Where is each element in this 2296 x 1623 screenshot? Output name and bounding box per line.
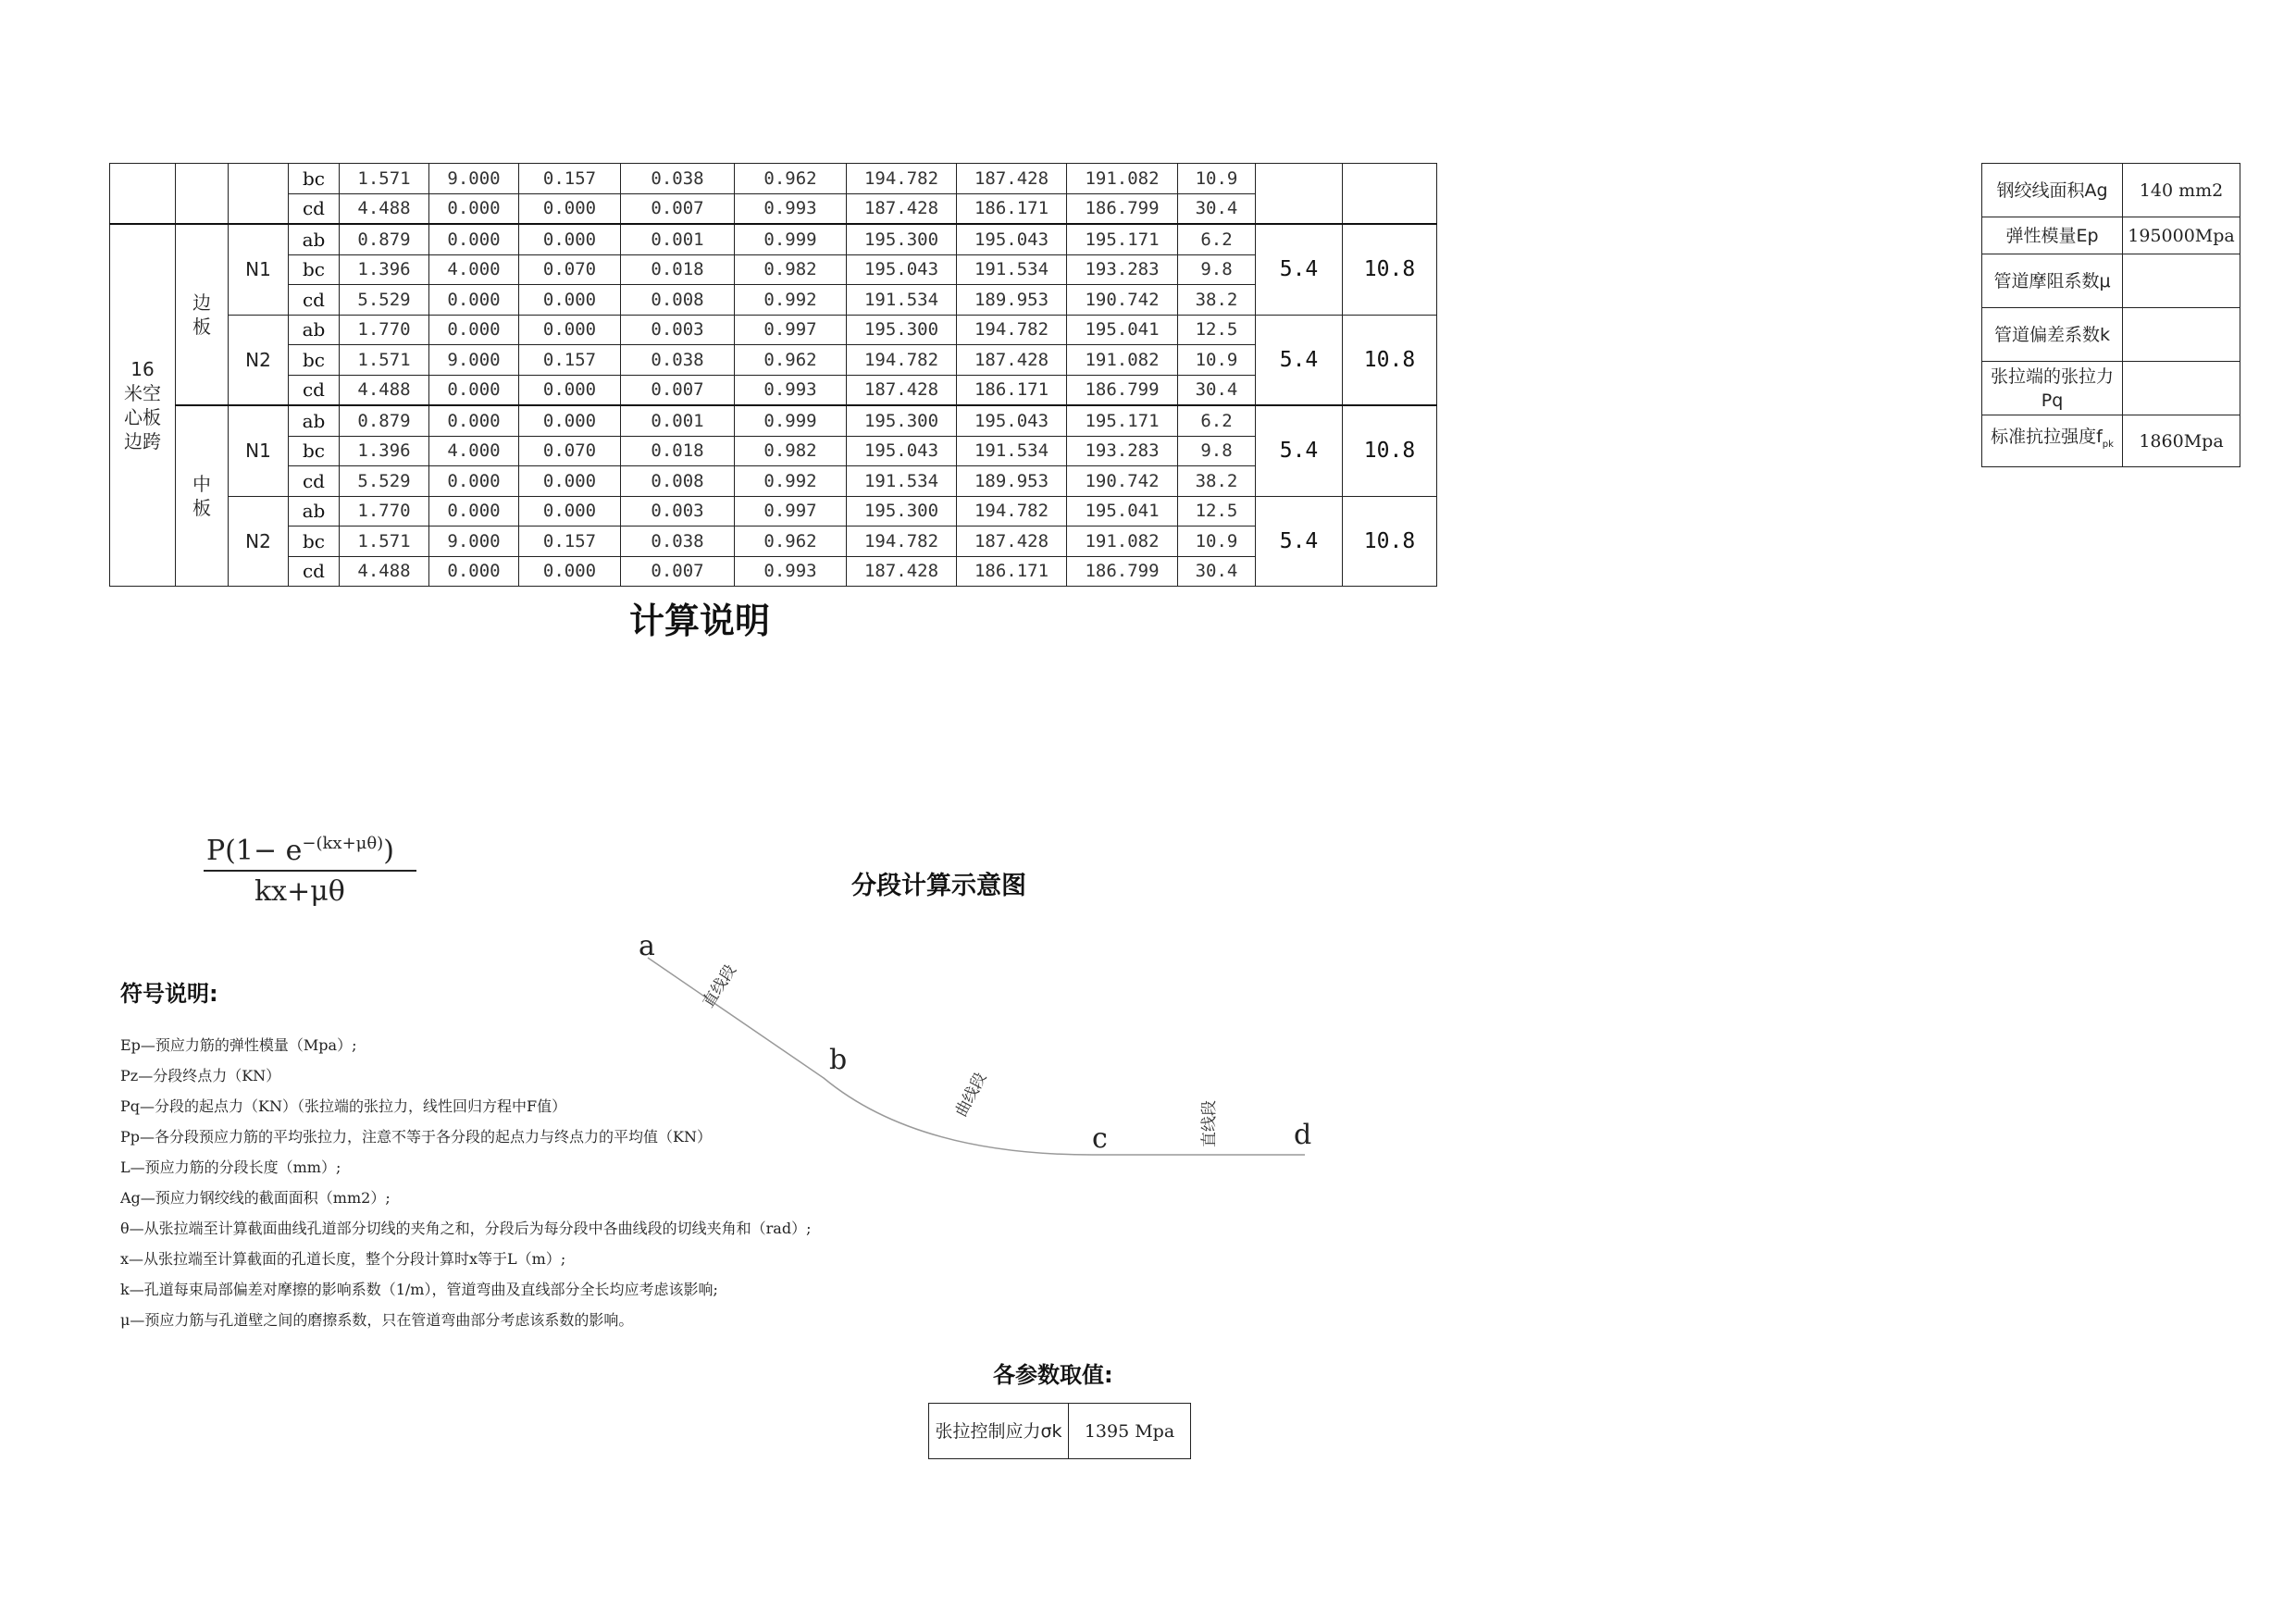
value-cell: 6.2 (1178, 405, 1256, 436)
param-row (1982, 254, 2240, 308)
param-label-text: 管道摩阻系数μ (1993, 270, 2111, 291)
symbol-item: μ—预应力筋与孔道壁之间的磨擦系数，只在管道弯曲部分考虑该系数的影响。 (120, 1311, 634, 1329)
value-cell: 1.770 (340, 496, 429, 527)
param-row (1982, 362, 2240, 415)
formula-numerator-close: ) (383, 835, 394, 867)
formula-denominator: kx+μθ (254, 875, 345, 908)
value-cell: 189.953 (957, 466, 1067, 497)
value-cell: 9.000 (429, 164, 519, 194)
value-cell: 0.038 (621, 345, 735, 376)
value-cell: 0.018 (621, 436, 735, 466)
segment-cell: cd (289, 466, 340, 497)
params-title: 各参数取值: (993, 1362, 1113, 1388)
value-cell: 187.428 (957, 527, 1067, 557)
calc-title: 计算说明 (629, 601, 771, 641)
diagram-title: 分段计算示意图 (851, 872, 1026, 900)
value-cell: 0.992 (735, 285, 847, 316)
point-d: d (1294, 1119, 1312, 1151)
symbol-item: Pq—分段的起点力（KN）（张拉端的张拉力，线性回归方程中F值） (120, 1097, 567, 1115)
value-cell: 0.879 (340, 224, 429, 254)
param-label-text: 钢绞线面积Ag (1996, 180, 2108, 201)
value-cell: 5.529 (340, 466, 429, 497)
control-stress-label: 张拉控制应力σk (929, 1404, 1069, 1459)
value-cell: 194.782 (957, 496, 1067, 527)
table-row (110, 466, 1437, 497)
value-cell: 191.534 (847, 285, 957, 316)
value-cell: 0.001 (621, 224, 735, 254)
table-row (110, 496, 1437, 527)
value-cell: 0.000 (429, 405, 519, 436)
value-cell: 195.043 (957, 405, 1067, 436)
value-cell: 186.171 (957, 193, 1067, 224)
value-cell: 0.008 (621, 285, 735, 316)
value-cell: 0.000 (519, 285, 621, 316)
value-cell: 0.007 (621, 556, 735, 587)
value-cell: 0.962 (735, 345, 847, 376)
svg-text:P(1− e−(kx+μθ)) (206, 834, 394, 867)
value-cell: 0.000 (429, 375, 519, 405)
value-cell: 0.070 (519, 254, 621, 285)
elongation-value-cell: 5.4 (1256, 224, 1343, 315)
value-cell: 9.000 (429, 527, 519, 557)
empty-cell (1343, 164, 1437, 225)
symbol-item: θ—从张拉端至计算截面曲线孔道部分切线的夹角之和，分段后为每分段中各曲线段的切线夹角和（rad）; (120, 1220, 812, 1237)
value-cell: 0.157 (519, 527, 621, 557)
segment-label-cd: 直线段 (1200, 1100, 1219, 1147)
value-cell: 0.000 (429, 285, 519, 316)
value-cell: 191.534 (847, 466, 957, 497)
value-cell: 194.782 (847, 164, 957, 194)
value-cell: 194.782 (847, 345, 957, 376)
value-cell: 190.742 (1067, 285, 1178, 316)
param-value: 1860Mpa (2123, 415, 2240, 467)
segment-label-bc: 曲线段 (951, 1069, 991, 1121)
value-cell: 0.007 (621, 375, 735, 405)
symbol-item: Ag—预应力钢绞线的截面面积（mm2）; (120, 1189, 391, 1207)
elongation-value-cell: 5.4 (1256, 315, 1343, 405)
value-cell: 0.000 (519, 496, 621, 527)
value-cell: 30.4 (1178, 375, 1256, 405)
board-type-cell (176, 224, 229, 405)
value-cell: 186.171 (957, 556, 1067, 587)
symbol-item: Ep—预应力筋的弹性模量（Mpa）; (120, 1036, 357, 1054)
table-row (110, 315, 1437, 345)
value-cell: 30.4 (1178, 556, 1256, 587)
value-cell: 1.571 (340, 164, 429, 194)
segment-cell: ab (289, 496, 340, 527)
value-cell: 30.4 (1178, 193, 1256, 224)
param-label (1982, 308, 2123, 362)
value-cell: 186.799 (1067, 375, 1178, 405)
segment-cell: ab (289, 315, 340, 345)
value-cell: 9.8 (1178, 254, 1256, 285)
segment-cell: bc (289, 164, 340, 194)
value-cell: 195.043 (847, 254, 957, 285)
value-cell: 0.038 (621, 164, 735, 194)
value-cell: 0.962 (735, 164, 847, 194)
value-cell: 189.953 (957, 285, 1067, 316)
formula-numerator: P(1− e (206, 835, 303, 867)
empty-cell (110, 164, 176, 225)
param-row (1982, 415, 2240, 467)
param-row (1982, 217, 2240, 254)
param-label (1982, 362, 2123, 415)
segment-cell: bc (289, 254, 340, 285)
board-type-label: 边板 (192, 291, 211, 338)
board-type-cell (176, 405, 229, 587)
material-params-table (1981, 163, 2240, 467)
value-cell: 0.962 (735, 527, 847, 557)
segment-cell: cd (289, 375, 340, 405)
board-type-label: 中板 (192, 473, 211, 519)
value-cell: 6.2 (1178, 224, 1256, 254)
control-stress-value: 1395 Mpa (1069, 1404, 1191, 1459)
point-a: a (639, 930, 655, 962)
value-cell: 195.300 (847, 496, 957, 527)
span-label-cell (110, 224, 176, 587)
control-stress-table (928, 1403, 1191, 1459)
total-elongation-cell: 10.8 (1343, 315, 1437, 405)
table-row (110, 254, 1437, 285)
value-cell: 4.488 (340, 375, 429, 405)
value-cell: 0.157 (519, 164, 621, 194)
symbol-item: k—孔道每束局部偏差对摩擦的影响系数（1/m），管道弯曲及直线部分全长均应考虑该影响; (120, 1281, 718, 1298)
param-value: 140 mm2 (2123, 164, 2240, 217)
value-cell: 10.9 (1178, 345, 1256, 376)
point-b: b (829, 1044, 848, 1076)
param-label (1982, 164, 2123, 217)
segment-cell: cd (289, 193, 340, 224)
param-value (2123, 362, 2240, 415)
value-cell: 0.997 (735, 315, 847, 345)
value-cell: 191.082 (1067, 164, 1178, 194)
value-cell: 0.001 (621, 405, 735, 436)
value-cell: 0.993 (735, 193, 847, 224)
table-row (110, 345, 1437, 376)
segment-cell: bc (289, 436, 340, 466)
segment-cell: cd (289, 556, 340, 587)
value-cell: 0.000 (519, 556, 621, 587)
value-cell: 1.571 (340, 345, 429, 376)
value-cell: 0.000 (519, 375, 621, 405)
param-value (2123, 308, 2240, 362)
value-cell: 1.571 (340, 527, 429, 557)
value-cell: 195.300 (847, 315, 957, 345)
elongation-value-cell: 5.4 (1256, 496, 1343, 587)
value-cell: 191.534 (957, 254, 1067, 285)
table-row (110, 405, 1437, 436)
value-cell: 186.171 (957, 375, 1067, 405)
value-cell: 0.879 (340, 405, 429, 436)
value-cell: 187.428 (847, 193, 957, 224)
value-cell: 186.799 (1067, 556, 1178, 587)
value-cell: 4.000 (429, 436, 519, 466)
value-cell: 0.007 (621, 193, 735, 224)
empty-cell (176, 164, 229, 225)
value-cell: 0.000 (429, 224, 519, 254)
param-label-text: 张拉端的张拉力Pq (1990, 365, 2114, 411)
value-cell: 0.997 (735, 496, 847, 527)
value-cell: 38.2 (1178, 285, 1256, 316)
segment-cell: ab (289, 405, 340, 436)
value-cell: 0.000 (519, 466, 621, 497)
segment-cell: cd (289, 285, 340, 316)
symbol-item: Pp—各分段预应力筋的平均张拉力，注意不等于各分段的起点力与终点力的平均值（KN） (120, 1128, 712, 1146)
table-row (110, 224, 1437, 254)
value-cell: 191.082 (1067, 345, 1178, 376)
value-cell: 195.171 (1067, 405, 1178, 436)
value-cell: 10.9 (1178, 164, 1256, 194)
value-cell: 9.000 (429, 345, 519, 376)
value-cell: 187.428 (847, 556, 957, 587)
value-cell: 0.000 (519, 405, 621, 436)
span-label: 16米空心板边跨 (124, 358, 161, 452)
table-row (110, 527, 1437, 557)
total-elongation-cell: 10.8 (1343, 224, 1437, 315)
friction-formula (199, 828, 430, 915)
value-cell: 190.742 (1067, 466, 1178, 497)
value-cell: 1.396 (340, 436, 429, 466)
total-elongation-cell: 10.8 (1343, 405, 1437, 496)
value-cell: 0.070 (519, 436, 621, 466)
value-cell: 0.018 (621, 254, 735, 285)
value-cell: 195.041 (1067, 315, 1178, 345)
value-cell: 0.000 (429, 556, 519, 587)
elongation-value-cell: 5.4 (1256, 405, 1343, 496)
value-cell: 10.9 (1178, 527, 1256, 557)
segment-label-ab: 直线段 (699, 961, 740, 1011)
param-row (1982, 308, 2240, 362)
value-cell: 0.982 (735, 254, 847, 285)
tendon-name-cell: N2 (229, 315, 289, 405)
value-cell: 4.000 (429, 254, 519, 285)
value-cell: 195.300 (847, 405, 957, 436)
value-cell: 0.999 (735, 405, 847, 436)
symbol-item: Pz—分段终点力（KN） (120, 1067, 281, 1084)
value-cell: 0.157 (519, 345, 621, 376)
symbol-item: L—预应力筋的分段长度（mm）; (120, 1158, 341, 1176)
value-cell: 0.000 (519, 315, 621, 345)
value-cell: 187.428 (957, 345, 1067, 376)
empty-cell (229, 164, 289, 225)
value-cell: 194.782 (957, 315, 1067, 345)
value-cell: 0.999 (735, 224, 847, 254)
value-cell: 5.529 (340, 285, 429, 316)
segment-cell: ab (289, 224, 340, 254)
tendon-name-cell: N1 (229, 405, 289, 496)
tension-calc-table (109, 163, 1437, 587)
table-row (110, 164, 1437, 194)
point-c: c (1092, 1122, 1108, 1155)
param-label-subscript: pk (2102, 439, 2114, 450)
value-cell: 0.038 (621, 527, 735, 557)
table-row (110, 193, 1437, 224)
value-cell: 0.003 (621, 496, 735, 527)
value-cell: 191.534 (957, 436, 1067, 466)
value-cell: 0.000 (519, 224, 621, 254)
param-value: 195000Mpa (2123, 217, 2240, 254)
value-cell: 0.003 (621, 315, 735, 345)
table-row (110, 375, 1437, 405)
segment-cell: bc (289, 527, 340, 557)
value-cell: 38.2 (1178, 466, 1256, 497)
empty-cell (1256, 164, 1343, 225)
value-cell: 1.770 (340, 315, 429, 345)
value-cell: 0.008 (621, 466, 735, 497)
param-label (1982, 415, 2123, 467)
value-cell: 12.5 (1178, 315, 1256, 345)
value-cell: 0.993 (735, 556, 847, 587)
table-row (110, 436, 1437, 466)
value-cell: 195.300 (847, 224, 957, 254)
formula-exponent: −(kx+μθ) (302, 834, 384, 853)
value-cell: 0.993 (735, 375, 847, 405)
value-cell: 0.000 (429, 315, 519, 345)
value-cell: 12.5 (1178, 496, 1256, 527)
param-label-text: 管道偏差系数k (1993, 324, 2110, 345)
value-cell: 4.488 (340, 193, 429, 224)
param-row (1982, 164, 2240, 217)
value-cell: 191.082 (1067, 527, 1178, 557)
value-cell: 4.488 (340, 556, 429, 587)
symbol-item: x—从张拉端至计算截面的孔道长度，整个分段计算时x等于L（m）; (120, 1250, 566, 1268)
value-cell: 1.396 (340, 254, 429, 285)
tendon-name-cell: N2 (229, 496, 289, 587)
value-cell: 187.428 (847, 375, 957, 405)
value-cell: 0.000 (429, 193, 519, 224)
table-row (110, 285, 1437, 316)
value-cell: 0.000 (519, 193, 621, 224)
table-row (110, 556, 1437, 587)
param-label-text: 弹性模量Ep (2005, 225, 2099, 246)
value-cell: 193.283 (1067, 254, 1178, 285)
value-cell: 0.992 (735, 466, 847, 497)
value-cell: 195.043 (847, 436, 957, 466)
segment-cell: bc (289, 345, 340, 376)
value-cell: 0.000 (429, 496, 519, 527)
value-cell: 186.799 (1067, 193, 1178, 224)
tendon-name-cell: N1 (229, 224, 289, 315)
value-cell: 193.283 (1067, 436, 1178, 466)
symbol-legend (120, 1035, 953, 1340)
value-cell: 0.000 (429, 466, 519, 497)
symbol-legend-title: 符号说明: (120, 981, 218, 1007)
value-cell: 9.8 (1178, 436, 1256, 466)
param-value (2123, 254, 2240, 308)
value-cell: 195.171 (1067, 224, 1178, 254)
param-label (1982, 217, 2123, 254)
param-label (1982, 254, 2123, 308)
value-cell: 195.041 (1067, 496, 1178, 527)
value-cell: 0.982 (735, 436, 847, 466)
value-cell: 194.782 (847, 527, 957, 557)
value-cell: 187.428 (957, 164, 1067, 194)
param-label-text: 标准抗拉强度f (1991, 427, 2103, 448)
value-cell: 195.043 (957, 224, 1067, 254)
total-elongation-cell: 10.8 (1343, 496, 1437, 587)
